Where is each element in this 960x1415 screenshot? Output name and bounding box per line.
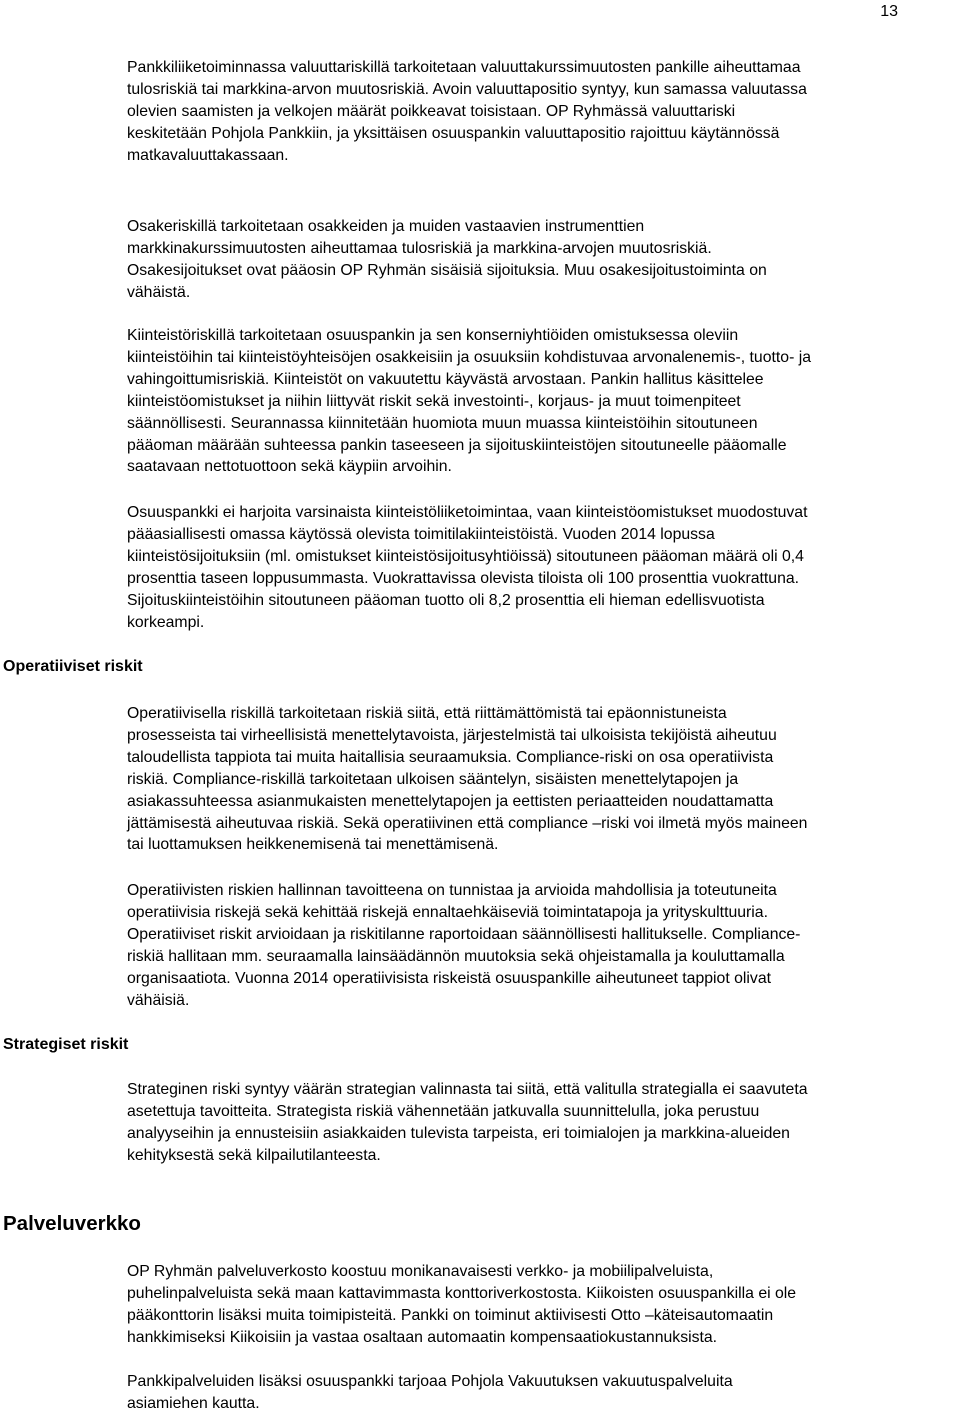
text-line: Operatiiviset riskit arvioidaan ja riskitilanne raportoidaan säännöllisesti hallitukselle. Compliance- [127, 925, 801, 943]
paragraph-insurance-services [127, 1371, 957, 1415]
text-line: Operatiivisten riskien hallinnan tavoitteena on tunnistaa ja arvioida mahdollisia ja toteutuneita [127, 882, 777, 899]
text-line: korkeampi. [127, 613, 205, 631]
text-line: Osuuspankki ei harjoita varsinaista kiinteistöliiketoimintaa, vaan kiinteistöomistukset muodostuvat [127, 504, 808, 521]
text-line: kiinteistösijoituksiin (ml. omistukset kiinteistösijoitusyhtiöissä) sitoutuneen pääoman määrä oli 0,4 [127, 547, 804, 565]
text-line: riskiä. Compliance-riskillä tarkoitetaan ulkoisen sääntelyn, sisäisten menettelytapojen ja [127, 770, 739, 788]
paragraph-currency-risk [127, 57, 957, 167]
paragraph-real-estate-risk [127, 325, 957, 478]
paragraph-operational-risk-definition [127, 703, 957, 856]
text-line: asiamiehen kautta. [127, 1394, 260, 1412]
heading-service-network: Palveluverkko [3, 1212, 141, 1235]
paragraph-operational-risk-management [127, 880, 957, 1011]
text-line: riskiä hallitaan mm. seuraamalla lainsäädännön muutoksia sekä ohjeistamalla ja kouluttamalla [127, 947, 785, 965]
text-line: kiinteistöihin tai kiinteistöyhteisöjen osakkeisiin ja osuuksiin kohdistuvaa arvonalenemis-, tuotto- ja [127, 348, 812, 366]
text-line: tulosriskiä tai markkina-arvon muutosriskiä. Avoin valuuttapositio syntyy, kun samassa valuutassa [127, 80, 807, 98]
page-number: 13 [880, 3, 898, 20]
paragraph-strategic-risk [127, 1079, 957, 1167]
text-line: prosenttia taseen loppusummasta. Vuokrattavissa olevista tiloista oli 100 prosenttia vuokrattuna. [127, 569, 800, 587]
text-line: kiinteistöomistukset ja niihin liittyvät riskit sekä investointi-, korjaus- ja muut toimenpiteet [127, 392, 741, 410]
text-line: saatavaan nettotuottoon sekä käypiin arvoihin. [127, 458, 452, 476]
text-line: markkinakurssimuutosten aiheuttamaa tulosriskiä ja markkina-arvojen muutosriskiä. [127, 239, 712, 257]
text-line: taloudellista tappiota tai muita haitallisia seuraamuksia. Compliance-riski on osa operatiivista [127, 748, 774, 766]
text-line: keskitetään Pohjola Pankkiin, ja yksittäisen osuuspankin valuuttapositio rajoittuu käytännössä [127, 124, 780, 142]
text-line: pääasiallisesti omassa käytössä olevista toimitilakiinteistöistä. Vuoden 2014 lopussa [127, 525, 715, 543]
text-line: vähäistä. [127, 283, 191, 301]
text-line: olevien saamisten ja velkojen määrät poikkeavat toisistaan. OP Ryhmässä valuuttariski [127, 102, 736, 120]
text-line: pääoman määrään suhteessa pankin taseeseen ja sijoituskiinteistöjen sitoutuneelle pääomalle [127, 436, 787, 454]
text-line: Operatiivisella riskillä tarkoitetaan riskiä siitä, että riittämättömistä tai epäonnistuneista [127, 705, 727, 722]
text-line: Strateginen riski syntyy väärän strategian valinnasta tai siitä, että valitulla strategialla ei saavuteta [127, 1081, 808, 1098]
text-line: asiakassuhteessa asianmukaisten menettelytapojen ja eettisten periaatteiden noudattamatta [127, 792, 774, 810]
heading-operational-risks: Operatiiviset riskit [3, 658, 143, 675]
paragraph-real-estate-holdings [127, 502, 957, 633]
heading-strategic-risks: Strategiset riskit [3, 1036, 129, 1053]
text-line: pääkonttorin lisäksi muita toimipisteitä. Pankki on toiminut aktiivisesti Otto –käteisautomaatin [127, 1306, 774, 1324]
text-line: Kiinteistöriskillä tarkoitetaan osuuspankin ja sen konserniyhtiöiden omistuksessa oleviin [127, 327, 739, 344]
text-line: OP Ryhmän palveluverkosto koostuu monikanavaisesti verkko- ja mobiilipalveluista, [127, 1263, 714, 1280]
text-line: Pankkipalveluiden lisäksi osuuspankki tarjoaa Pohjola Vakuutuksen vakuutuspalveluita [127, 1373, 733, 1390]
text-line: analyyseihin ja ennusteisiin asiakkaiden tulevista tarpeista, eri toimialojen ja markkina-alueiden [127, 1124, 790, 1142]
text-line: operatiivisia riskejä sekä kehittää riskejä ennaltaehkäiseviä toimintatapoja ja yrityskulttuuria. [127, 903, 768, 921]
text-line: jättämisestä aiheutuvaa riskiä. Sekä operatiivinen että compliance –riski voi ilmetä myös maineen [127, 814, 808, 832]
text-line: Osakesijoitukset ovat pääosin OP Ryhmän sisäisiä sijoituksia. Muu osakesijoitustoiminta on [127, 261, 767, 279]
paragraph-service-network [127, 1261, 957, 1349]
text-line: puhelinpalveluista sekä maan kattavimmasta konttoriverkostosta. Kiikoisten osuuspankilla ei ole [127, 1284, 797, 1302]
text-line: vahingoittumisriskiä. Kiinteistöt on vakuutettu käyvästä arvostaan. Pankin hallitus käsittelee [127, 370, 764, 388]
text-line: Sijoituskiinteistöihin sitoutuneen pääoman tuotto oli 8,2 prosenttia eli hieman edellisvuotista [127, 591, 765, 609]
text-line: prosesseista tai virheellisistä menettelytavoista, järjestelmistä tai ulkoisista tekijöistä aiheutuu [127, 726, 777, 744]
text-line: matkavaluuttakassaan. [127, 146, 289, 164]
text-line: Osakeriskillä tarkoitetaan osakkeiden ja muiden vastaavien instrumenttien [127, 218, 645, 235]
text-line: säännöllisesti. Seurannassa kiinnitetään huomiota muun muassa kiinteistöihin sitoutuneen [127, 414, 758, 432]
text-line: asetettuja tavoitteita. Strategista riskiä vähennetään jatkuvalla suunnittelulla, joka perustuu [127, 1102, 760, 1120]
text-line: Pankkiliiketoiminnassa valuuttariskillä tarkoitetaan valuuttakurssimuutosten pankille aiheuttamaa [127, 59, 801, 76]
text-line: kehityksestä sekä kilpailutilanteesta. [127, 1146, 381, 1164]
paragraph-equity-risk [127, 216, 957, 304]
text-line: tai luottamuksen heikkenemisenä tai menettämisenä. [127, 836, 499, 854]
text-line: hankkimiseksi Kiikoisiin ja vastaa osaltaan automaatin kompensaatiokustannuksista. [127, 1328, 718, 1346]
text-line: organisaatiota. Vuonna 2014 operatiivisista riskeistä osuuspankille aiheutuneet tappiot olivat [127, 969, 771, 987]
text-line: vähäisiä. [127, 991, 190, 1009]
